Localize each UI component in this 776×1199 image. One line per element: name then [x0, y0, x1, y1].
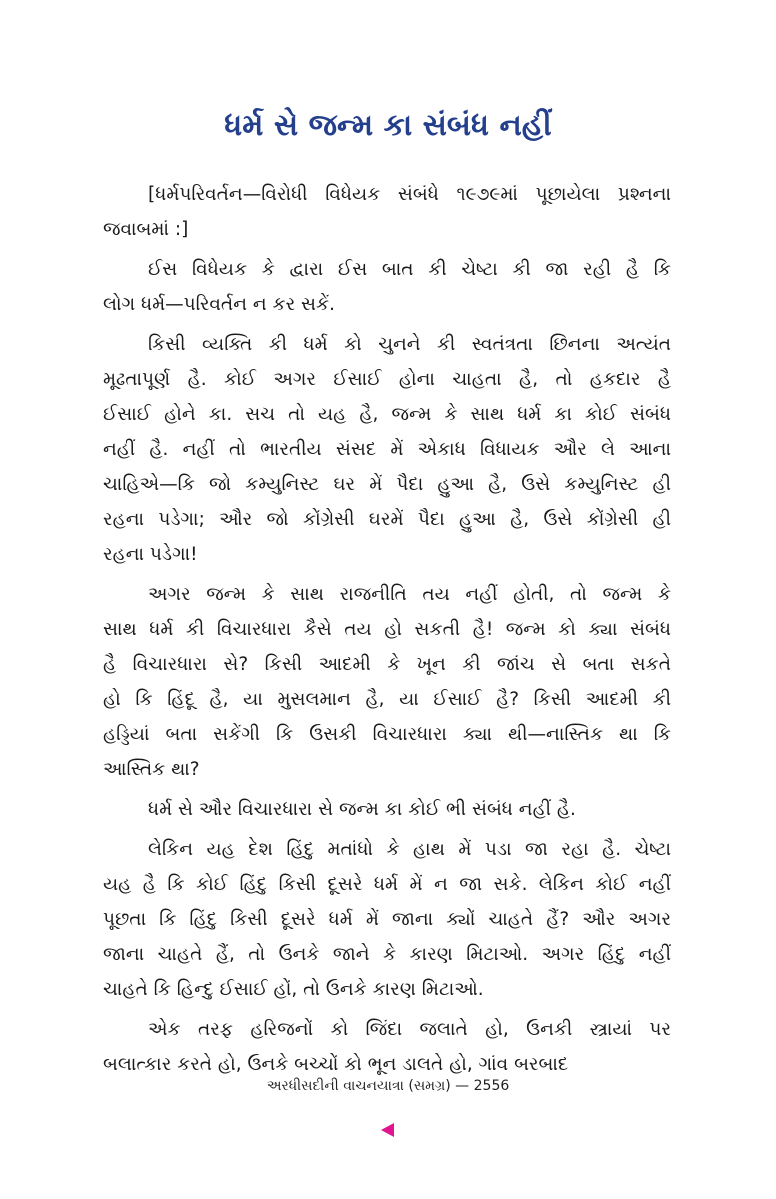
text-line: પૂછતા કિ હિંદુ કિસી દૂસરે ધર્મ મેં જાના ક્યોં ચાહતે હૈં? ઔર અગર — [103, 909, 671, 930]
paragraph — [103, 792, 671, 827]
article-body — [103, 172, 671, 1082]
paragraph — [103, 177, 671, 247]
text-line: આસ્તિક થા? — [103, 759, 200, 780]
text-line: સાથ ધર્મ કી વિચારધારા કૈસે તય હો સકતી હૈ! જન્મ કો ક્યા સંબંધ — [103, 619, 671, 640]
text-line: ધર્મ સે ઔર વિચારધારા સે જન્મ કા કોઈ ભી સંબંધ નહીં હૈ. — [148, 799, 576, 820]
page-title: ધર્મ સે જન્મ કા સંબંધ નહીં — [224, 108, 552, 143]
text-line: નહીં હૈ. નહીં તો ભારતીય સંસદ મેં એકાધ વિધાયક ઔર લે આના — [103, 439, 671, 460]
text-line: રહના પડેગા; ઔર જો કોંગ્રેસી ઘરમેં પૈદા હુઆ હૈ, ઉસે કોંગ્રેસી હી — [103, 509, 671, 530]
text-line: જવાબમાં :] — [103, 219, 189, 240]
text-line: હૈ વિચારધારા સે? કિસી આદમી કે ખૂન કી જાંચ સે બતા સકતે — [103, 654, 671, 675]
text-line: ચાહતે કિ હિન્દુ ઈસાઈ હોં, તો ઉનકે કારણ મિટાઓ. — [103, 979, 484, 1000]
paragraph — [103, 1012, 671, 1082]
text-line: કિસી વ્યક્તિ કી ધર્મ કો ચુનને કી સ્વતંત્રતા છિનના અત્યંત — [148, 334, 671, 355]
text-line: મૂઢતાપૂર્ણ હૈ. કોઈ અગર ઈસાઈ હોના ચાહતા હૈ, તો હકદાર હૈ — [103, 369, 671, 390]
paragraph — [103, 832, 671, 1007]
paragraph — [103, 327, 671, 572]
text-line: હડ્ડિયાં બતા સકેંગી કિ ઉસકી વિચારધારા ક્યા થી—નાસ્તિક થા કિ — [103, 724, 671, 745]
paragraph — [103, 577, 671, 787]
text-line: ઈસાઈ હોને કા. સચ તો યહ હૈ, જન્મ કે સાથ ધર્મ કા કોઈ સંબંધ — [103, 404, 671, 425]
text-line: ચાહિએ—કિ જો કમ્યુનિસ્ટ ઘર મેં પૈદા હુઆ હૈ, ઉસે કમ્યુનિસ્ટ હી — [103, 474, 671, 495]
text-line: લેકિન યહ દેશ હિંદુ મતાંધો કે હાથ મેં પડા જા રહા હૈ. ચેષ્ટા — [148, 839, 671, 860]
text-line: લોગ ધર્મ—પરિવર્તન ન કર સકેં. — [103, 294, 335, 315]
text-line: રહના પડેગા! — [103, 544, 198, 565]
text-line: યહ હૈ કિ કોઈ હિંદુ કિસી દૂસરે ધર્મ મેં ન જા સકે. લેકિન કોઈ નહીં — [103, 874, 671, 895]
text-line: બલાત્કાર કરતે હો, ઉનકે બચ્ચોં કો ભૂન ડાલતે હો, ગાંવ બરબાદ — [103, 1054, 569, 1075]
text-line: હો કિ હિંદૂ હૈ, યા મુસલમાન હૈ, યા ઈસાઈ હૈ? કિસી આદમી કી — [103, 689, 671, 710]
previous-page-triangle-left-icon[interactable] — [381, 1123, 394, 1137]
text-line: [ધર્મપરિવર્તન—વિરોધી વિધેયક સંબંધે ૧૯૭૯માં પૂછાયેલા પ્રશ્નના — [148, 184, 671, 205]
paragraph — [103, 252, 671, 322]
text-line: એક તરફ હરિજનોં કો જિંદા જલાતે હો, ઉનકી સ્ત્રાયાં પર — [148, 1019, 671, 1040]
text-line: ઈસ વિધેયક કે દ્વારા ઈસ બાત કી ચેષ્ટા કી જા રહી હૈ કિ — [148, 259, 671, 280]
page-footer: અરધીસદીની વાચનયાત્રા (સમગ્ર) — 2556 — [266, 1078, 510, 1094]
text-line: અગર જન્મ કે સાથ રાજનીતિ તય નહીં હોતી, તો જન્મ કે — [148, 584, 671, 605]
text-line: જાના ચાહતે હૈં, તો ઉનકે જાને કે કારણ મિટાઓ. અગર હિંદુ નહીં — [103, 944, 671, 965]
